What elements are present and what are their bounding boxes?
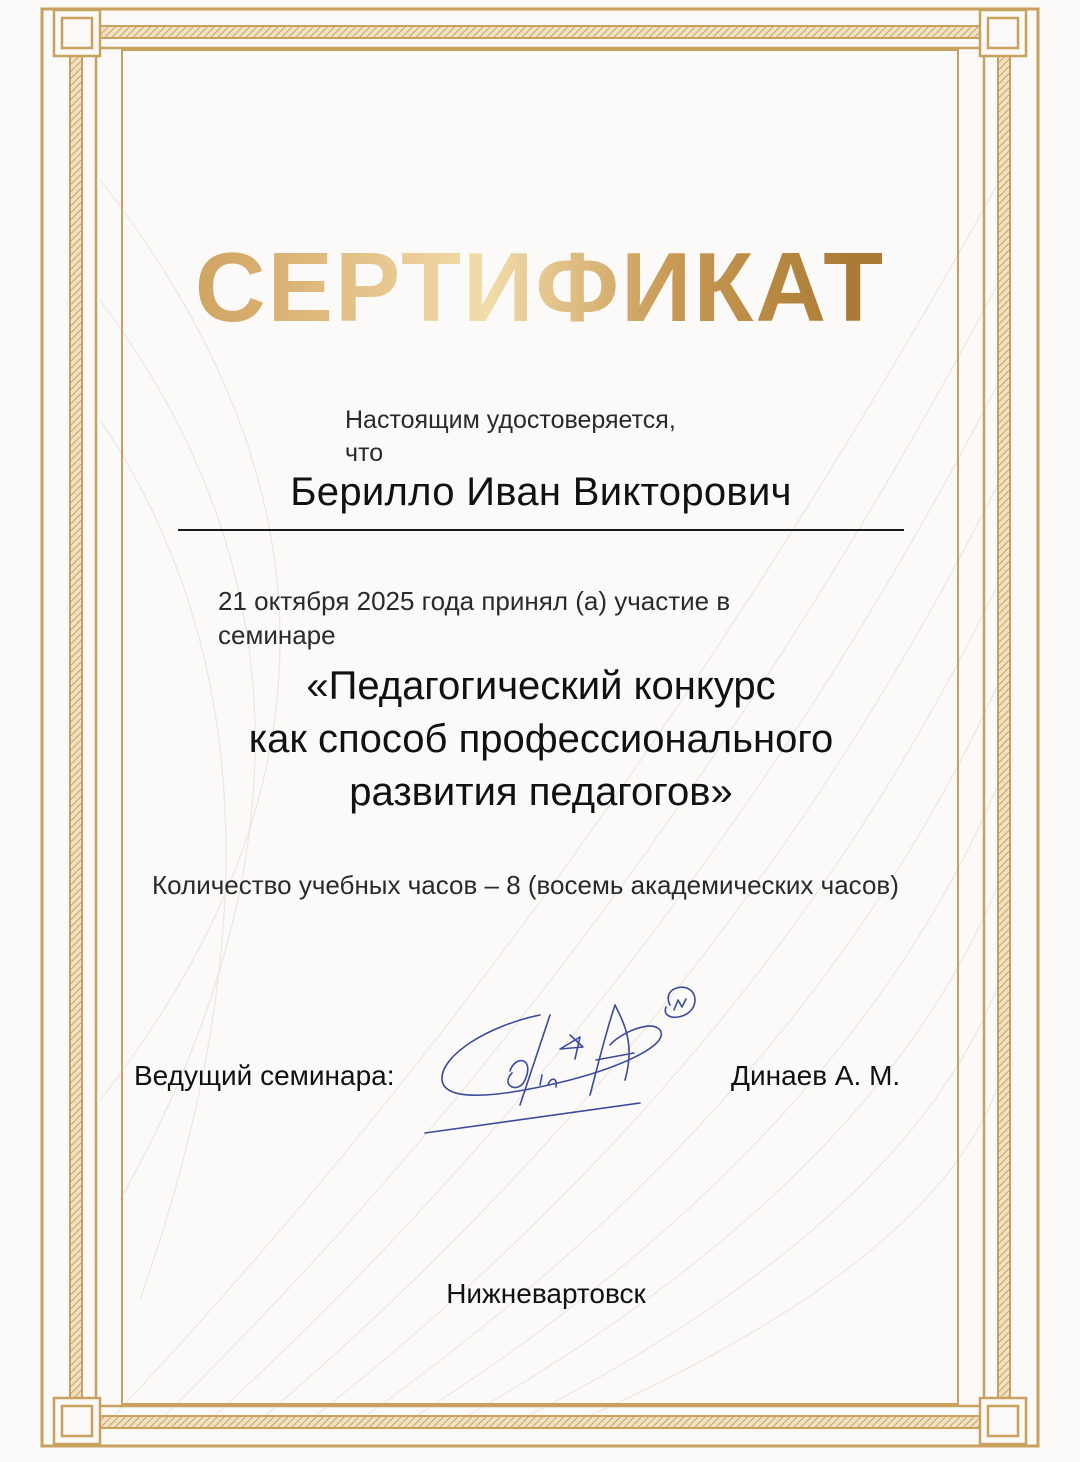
city-name: Нижневартовск: [446, 1278, 646, 1309]
signature-image: [420, 985, 710, 1135]
intro-line-1: Настоящим удостоверяется,: [345, 406, 676, 434]
intro-text: [345, 404, 745, 470]
certificate-title: СЕРТИФИКАТ: [0, 232, 1080, 342]
participation-line-2: семинаре: [218, 620, 336, 650]
seminar-title-line-3: развития педагогов»: [349, 770, 733, 814]
participation-text: [218, 584, 898, 652]
recipient-name: Берилло Иван Викторович: [290, 470, 792, 514]
leader-label: Ведущий семинара:: [134, 1060, 395, 1091]
name-underline: [178, 529, 904, 531]
participation-line-1: 21 октября 2025 года принял (а) участие в: [218, 586, 731, 616]
seminar-title: [140, 660, 942, 819]
intro-line-2: что: [345, 439, 384, 467]
leader-name: Динаев А. М.: [731, 1060, 901, 1091]
hours-text: Количество учебных часов – 8 (восемь академических часов): [152, 870, 899, 900]
seminar-title-line-1: «Педагогический конкурс: [306, 664, 776, 708]
seminar-title-line-2: как способ профессионального: [248, 717, 834, 761]
